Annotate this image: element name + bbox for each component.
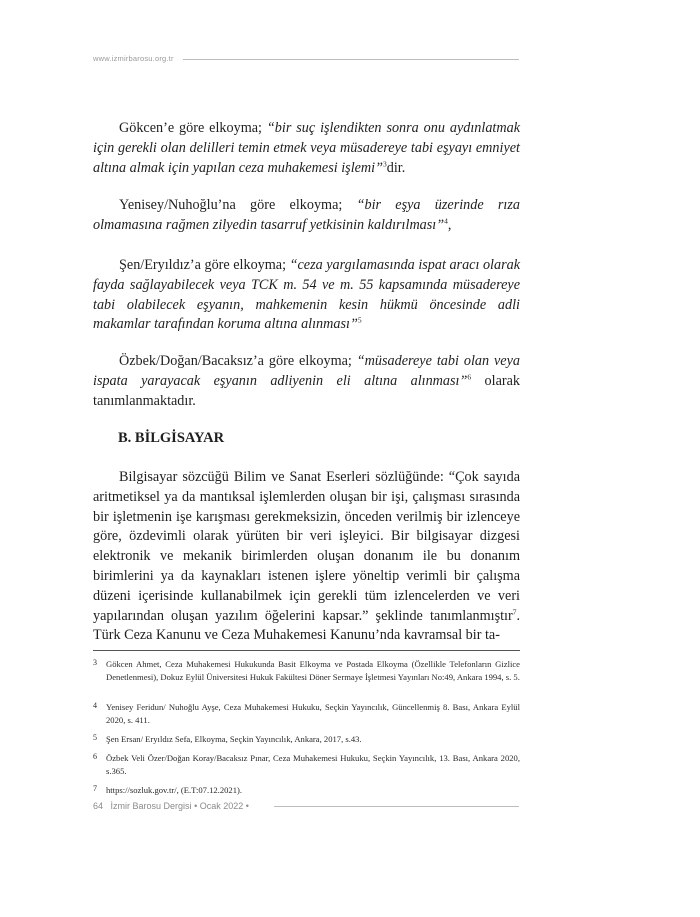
footnote-number: 3 bbox=[93, 658, 97, 667]
footnote-3 bbox=[93, 658, 520, 683]
page-number: 64 bbox=[93, 801, 104, 811]
paragraph-quote: “ceza yargılamasında ispat aracı olarak fayda sağlayabilecek veya TCK m. 54 ve m. 55 kapsamında müsadereye tabi olabilecek eşyanın, mahkemenin kesin hükmü öncesinde adli makamlar tarafından koruma altına alınması” bbox=[93, 257, 521, 333]
footnote-text: Şen Ersan/ Eryıldız Sefa, Elkoyma, Seçkin Yayıncılık, Ankara, 2017, s.43. bbox=[106, 734, 362, 744]
paragraph-tail: olarak tanımlanmaktadır. bbox=[93, 372, 520, 409]
footer-bullet: • bbox=[245, 801, 249, 811]
footnote-number: 6 bbox=[93, 752, 97, 761]
paragraph-quote: “bir suç işlendikten sonra onu aydınlatmak için gerekli olan delilleri temin etmek veya müsadereye tabi eşyayı emniyet altına almak için yapılan ceza muhakemesi işlemi” bbox=[93, 120, 521, 176]
header-url: www.izmirbarosu.org.tr bbox=[93, 54, 174, 63]
page-footer bbox=[93, 801, 249, 811]
footnote-number: 7 bbox=[93, 784, 97, 793]
issue-date: Ocak 2022 bbox=[199, 801, 244, 811]
footnote-number: 5 bbox=[93, 733, 97, 742]
paragraph-sen bbox=[93, 256, 520, 335]
paragraph-bilgisayar bbox=[93, 468, 520, 646]
footnote-separator bbox=[93, 650, 520, 651]
footer-bullet: • bbox=[194, 801, 198, 811]
footnote-text: Özbek Veli Özer/Doğan Koray/Bacaksız Pınar, Ceza Muhakemesi Hukuku, Seçkin Yayıncılık, 13. Bası, Ankara 2020, s.365. bbox=[106, 753, 520, 776]
paragraph-gokcen bbox=[93, 119, 520, 178]
journal-name: İzmir Barosu Dergisi bbox=[110, 801, 192, 811]
footnote-ref[interactable]: 5 bbox=[357, 315, 362, 325]
footnote-text: Yenisey Feridun/ Nuhoğlu Ayşe, Ceza Muhakemesi Hukuku, Seçkin Yayıncılık, Güncellenmiş 8. Bası, Ankara Eylül 2020, s. 411. bbox=[106, 702, 520, 725]
paragraph-quote: “müsadereye tabi olan veya ispata yarayacak eşyanın adliyenin eli altına alınması” bbox=[93, 353, 520, 389]
paragraph-lead: Yenisey/Nuhoğlu’na göre elkoyma; bbox=[119, 197, 357, 213]
paragraph-text: Bilgisayar sözcüğü Bilim ve Sanat Eserleri sözlüğünde: “Çok sayıda aritmetiksel ya da mantıksal işlemlerden oluşan bir işi, çalışması sırasında bir işletmenin işe karışması gerekmeksizin, önceden verilmiş bir izlenceye göre, özdevimli olarak yürüten bir veri işleyici. Bir bilgisayar dizgesi elektronik ve mekanik birimlerden oluşan donanım ile bu donanım birimlerini ya da kaynakları istenen işlere yöneltip verimli bir çalışma düzeni içerisinde kullanabilmek için gerekli tüm izlencelerden ve veri yapılarından oluşan yazılım öğelerini kapsar.” şeklinde tanımlanmıştır bbox=[93, 469, 520, 624]
footnote-ref[interactable]: 4 bbox=[444, 216, 448, 226]
paragraph-lead: Özbek/Doğan/Bacaksız’a göre elkoyma; bbox=[119, 353, 357, 369]
footnote-text: Gökcen Ahmet, Ceza Muhakemesi Hukukunda Basit Elkoyma ve Postada Elkoyma (Özellikle Telefonların Gizlice Denetlenmesi), Dokuz Eylül Üniversitesi Hukuk Fakültesi Döner Sermaye İşletmesi Yayınları No:49, Ankara 1994, s. 5. bbox=[106, 659, 520, 682]
paragraph-ozbek bbox=[93, 352, 520, 411]
footnote-4 bbox=[93, 701, 520, 726]
header-rule bbox=[183, 59, 519, 60]
paragraph-tail: , bbox=[447, 216, 452, 233]
footnote-text[interactable]: https://sozluk.gov.tr/, (E.T:07.12.2021). bbox=[106, 785, 243, 795]
footer-rule bbox=[274, 806, 519, 807]
paragraph-yenisey bbox=[93, 196, 520, 236]
paragraph-lead: Gökcen’e göre elkoyma; bbox=[119, 120, 267, 136]
paragraph-tail: . Türk Ceza Kanunu ve Ceza Muhakemesi Kanunu’nda kavramsal bir ta- bbox=[93, 607, 520, 644]
section-heading: B. BİLGİSAYAR bbox=[118, 430, 225, 446]
paragraph-lead: Şen/Eryıldız’a göre elkoyma; bbox=[119, 257, 290, 273]
paragraph-quote: “bir eşya üzerinde rıza olmamasına rağmen zilyedin tasarruf yetkisinin kaldırılması” bbox=[93, 197, 520, 233]
footnote-number: 4 bbox=[93, 701, 97, 710]
footnote-7 bbox=[93, 784, 520, 797]
footnote-ref[interactable]: 7 bbox=[512, 606, 517, 616]
footnote-ref[interactable]: 6 bbox=[467, 372, 472, 382]
footnote-6 bbox=[93, 752, 520, 777]
footnote-ref[interactable]: 3 bbox=[383, 158, 387, 168]
footnote-5 bbox=[93, 733, 520, 746]
paragraph-tail: dir. bbox=[386, 159, 406, 176]
